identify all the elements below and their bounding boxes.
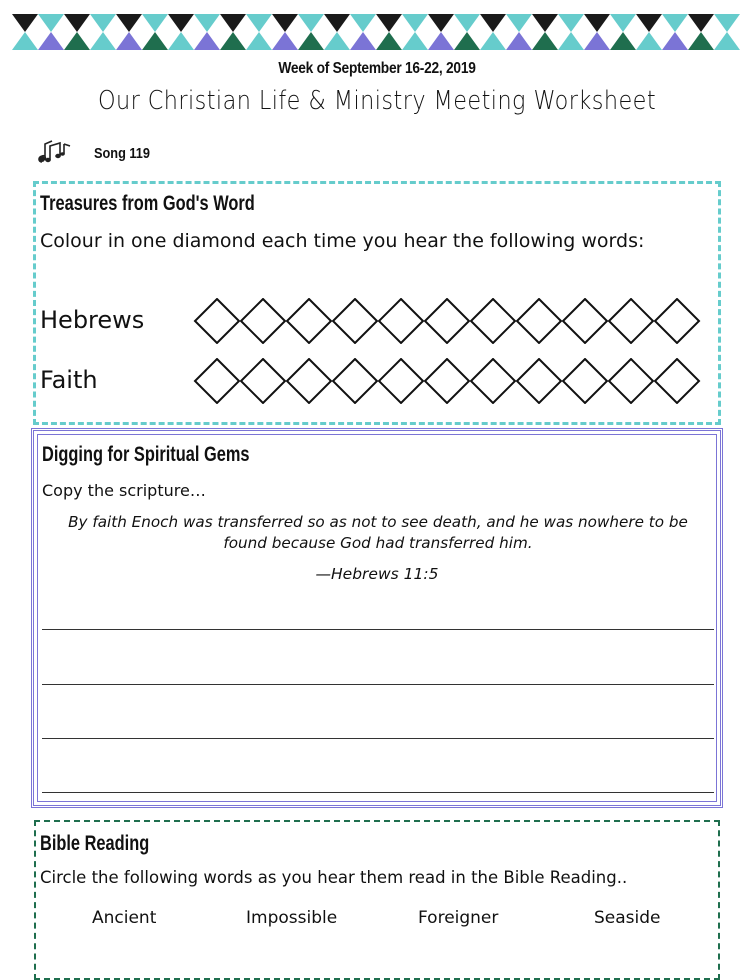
banner-triangle	[584, 32, 610, 50]
word-label-faith: Faith	[40, 366, 98, 394]
song-number: Song 119	[94, 144, 150, 162]
diamond-shape[interactable]	[517, 299, 561, 343]
writing-line[interactable]	[42, 629, 714, 630]
banner-triangle	[480, 14, 506, 32]
page-title: Our Christian Life & Ministry Meeting Worksheet	[97, 86, 657, 116]
copy-label: Copy the scripture…	[42, 481, 206, 500]
banner-triangle	[142, 14, 168, 32]
decorative-banner	[12, 14, 740, 50]
banner-triangle	[90, 32, 116, 50]
banner-triangle	[350, 14, 376, 32]
diamond-shape[interactable]	[287, 359, 331, 403]
diamond-shape[interactable]	[609, 359, 653, 403]
banner-triangle	[324, 32, 350, 50]
banner-triangle	[610, 32, 636, 50]
diamond-shape[interactable]	[379, 299, 423, 343]
banner-triangle	[662, 32, 688, 50]
writing-line[interactable]	[42, 738, 714, 739]
banner-triangle	[194, 14, 220, 32]
banner-triangle	[194, 32, 220, 50]
word-label-hebrews: Hebrews	[40, 306, 145, 334]
banner-triangle	[168, 32, 194, 50]
banner-triangle	[350, 32, 376, 50]
scripture-text: By faith Enoch was transferred so as not to see death, and he was nowhere to be found because God had transferred him.	[68, 513, 688, 552]
writing-line[interactable]	[42, 684, 714, 685]
diamond-shape[interactable]	[333, 359, 377, 403]
diamond-shape[interactable]	[379, 359, 423, 403]
diamond-shape[interactable]	[195, 299, 239, 343]
banner-triangle	[376, 14, 402, 32]
diamond-shape[interactable]	[609, 299, 653, 343]
diamond-shape[interactable]	[287, 299, 331, 343]
banner-triangle	[376, 32, 402, 50]
banner-triangle	[272, 14, 298, 32]
banner-triangle	[90, 14, 116, 32]
diamond-shape[interactable]	[333, 299, 377, 343]
gems-heading: Digging for Spiritual Gems	[42, 443, 250, 466]
treasures-section	[33, 181, 721, 425]
banner-triangle	[324, 14, 350, 32]
reading-word[interactable]: Ancient	[92, 908, 157, 928]
banner-triangle	[636, 32, 662, 50]
banner-triangle	[558, 32, 584, 50]
banner-triangle	[246, 14, 272, 32]
treasures-heading: Treasures from God's Word	[40, 192, 255, 215]
diamond-shape[interactable]	[655, 359, 699, 403]
banner-triangle	[532, 14, 558, 32]
banner-triangle	[220, 14, 246, 32]
banner-triangle	[610, 14, 636, 32]
diamond-row-faith[interactable]	[193, 358, 703, 404]
reading-word[interactable]: Seaside	[594, 908, 661, 928]
banner-triangle	[298, 32, 324, 50]
banner-triangle	[714, 14, 740, 32]
banner-triangle	[662, 14, 688, 32]
banner-triangle	[688, 14, 714, 32]
diamond-shape[interactable]	[655, 299, 699, 343]
diamond-shape[interactable]	[563, 359, 607, 403]
diamond-shape[interactable]	[195, 359, 239, 403]
banner-triangle	[402, 32, 428, 50]
banner-triangle	[246, 32, 272, 50]
reading-section	[34, 820, 720, 980]
writing-line[interactable]	[42, 792, 714, 793]
scripture-citation: —Hebrews 11:5	[315, 565, 439, 583]
banner-triangle	[168, 14, 194, 32]
banner-triangle	[506, 14, 532, 32]
treasures-instruction: Colour in one diamond each time you hear the following words:	[40, 230, 645, 252]
banner-triangle	[38, 32, 64, 50]
banner-triangle	[220, 32, 246, 50]
week-date: Week of September 16-22, 2019	[278, 60, 476, 77]
gems-section	[31, 428, 723, 808]
diamond-shape[interactable]	[471, 299, 515, 343]
banner-triangle	[38, 14, 64, 32]
music-notes-icon	[36, 138, 74, 168]
diamond-shape[interactable]	[563, 299, 607, 343]
banner-triangle	[584, 14, 610, 32]
banner-triangle	[116, 14, 142, 32]
song-row	[36, 136, 160, 170]
banner-triangle	[116, 32, 142, 50]
banner-triangle	[480, 32, 506, 50]
banner-triangle	[64, 32, 90, 50]
banner-triangle	[298, 14, 324, 32]
diamond-shape[interactable]	[425, 359, 469, 403]
banner-triangle	[454, 32, 480, 50]
banner-triangle	[636, 14, 662, 32]
diamond-shape[interactable]	[517, 359, 561, 403]
banner-triangle	[454, 14, 480, 32]
banner-triangle	[272, 32, 298, 50]
reading-instruction: Circle the following words as you hear them read in the Bible Reading..	[40, 868, 628, 887]
banner-triangle	[558, 14, 584, 32]
diamond-shape[interactable]	[241, 299, 285, 343]
banner-triangle	[532, 32, 558, 50]
banner-triangle	[714, 32, 740, 50]
banner-triangle	[12, 32, 38, 50]
banner-triangle	[12, 14, 38, 32]
diamond-shape[interactable]	[471, 359, 515, 403]
banner-triangle	[688, 32, 714, 50]
diamond-row-hebrews[interactable]	[193, 298, 703, 344]
banner-triangle	[428, 14, 454, 32]
reading-word[interactable]: Impossible	[246, 908, 338, 928]
reading-heading: Bible Reading	[40, 832, 150, 855]
banner-triangle	[64, 14, 90, 32]
banner-triangle	[506, 32, 532, 50]
banner-triangle	[402, 14, 428, 32]
diamond-shape[interactable]	[425, 299, 469, 343]
diamond-shape[interactable]	[241, 359, 285, 403]
banner-triangle	[428, 32, 454, 50]
banner-triangle	[142, 32, 168, 50]
reading-word[interactable]: Foreigner	[418, 908, 499, 928]
